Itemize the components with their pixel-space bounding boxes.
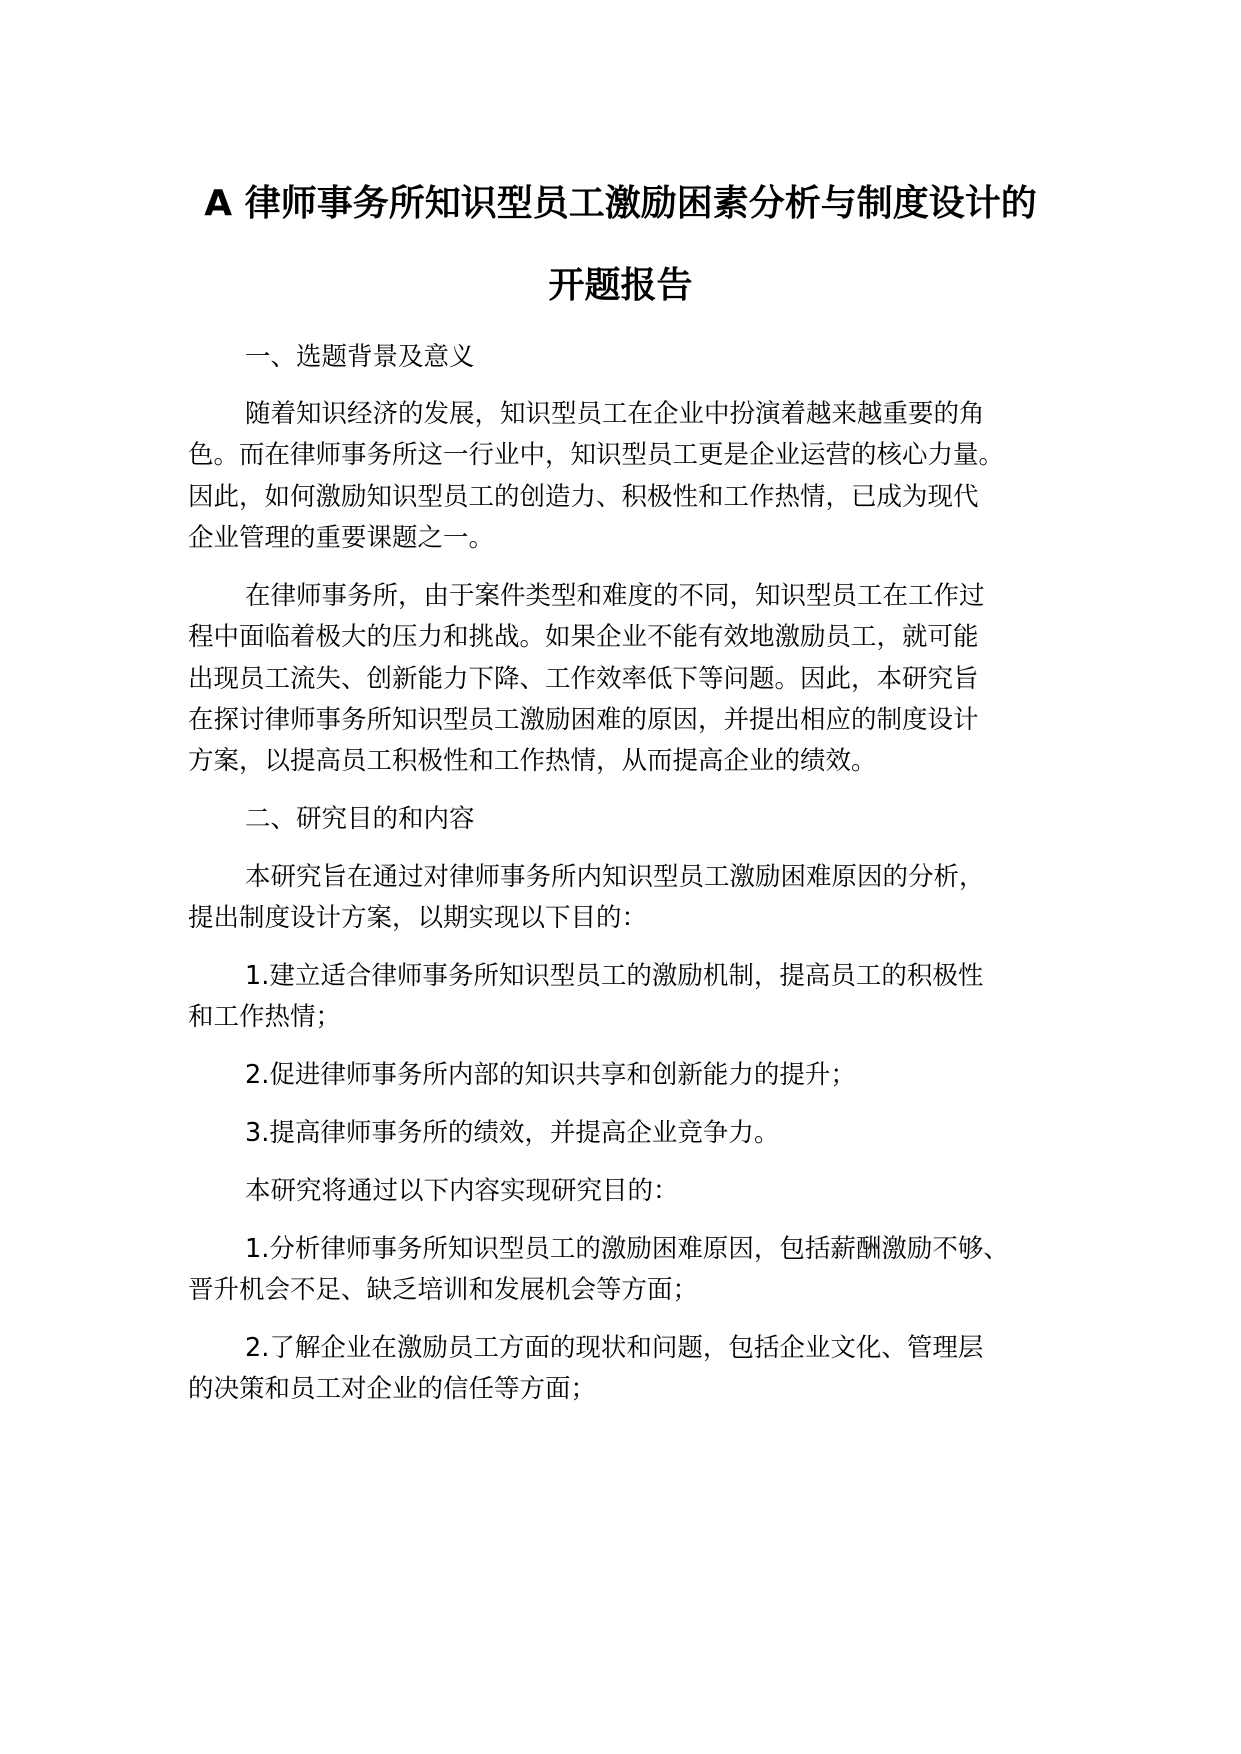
section-2-heading: 二、研究目的和内容	[245, 804, 475, 834]
goal-item-1-line-1: 1.建立适合律师事务所知识型员工的激励机制，提高员工的积极性	[245, 961, 984, 991]
paragraph-line: 色。而在律师事务所这一行业中，知识型员工更是企业运营的核心力量。	[188, 440, 1005, 470]
content-item-1-line-2: 晋升机会不足、缺乏培训和发展机会等方面；	[188, 1275, 699, 1305]
paragraph-line: 在探讨律师事务所知识型员工激励困难的原因，并提出相应的制度设计	[188, 705, 979, 735]
paragraph-line: 本研究将通过以下内容实现研究目的：	[245, 1176, 679, 1206]
content-item-1-line-1: 1.分析律师事务所知识型员工的激励困难原因，包括薪酬激励不够、	[245, 1234, 1009, 1264]
goal-item-2: 2.促进律师事务所内部的知识共享和创新能力的提升；	[245, 1060, 856, 1090]
goal-item-3: 3.提高律师事务所的绩效，并提高企业竞争力。	[245, 1118, 780, 1148]
paragraph-line: 出现员工流失、创新能力下降、工作效率低下等问题。因此，本研究旨	[188, 664, 979, 694]
section-1-heading: 一、选题背景及意义	[245, 342, 475, 372]
paragraph-line: 随着知识经济的发展，知识型员工在企业中扮演着越来越重要的角	[245, 399, 985, 429]
paragraph-line: 方案，以提高员工积极性和工作热情，从而提高企业的绩效。	[188, 746, 877, 776]
paragraph-line: 因此，如何激励知识型员工的创造力、积极性和工作热情，已成为现代	[188, 482, 979, 512]
content-item-2-line-2: 的决策和员工对企业的信任等方面；	[188, 1374, 597, 1404]
paragraph-line: 本研究旨在通过对律师事务所内知识型员工激励困难原因的分析，	[245, 862, 985, 892]
goal-item-1-line-2: 和工作热情；	[188, 1002, 342, 1032]
document-title-line-1: A 律师事务所知识型员工激励困素分析与制度设计的	[204, 183, 1037, 224]
paragraph-line: 程中面临着极大的压力和挑战。如果企业不能有效地激励员工，就可能	[188, 622, 979, 652]
paragraph-line: 提出制度设计方案，以期实现以下目的：	[188, 903, 648, 933]
document-title-line-2: 开题报告	[548, 265, 693, 306]
paragraph-line: 企业管理的重要课题之一。	[188, 523, 495, 553]
paragraph-line: 在律师事务所，由于案件类型和难度的不同，知识型员工在工作过	[245, 581, 985, 611]
content-item-2-line-1: 2.了解企业在激励员工方面的现状和问题，包括企业文化、管理层	[245, 1333, 984, 1363]
